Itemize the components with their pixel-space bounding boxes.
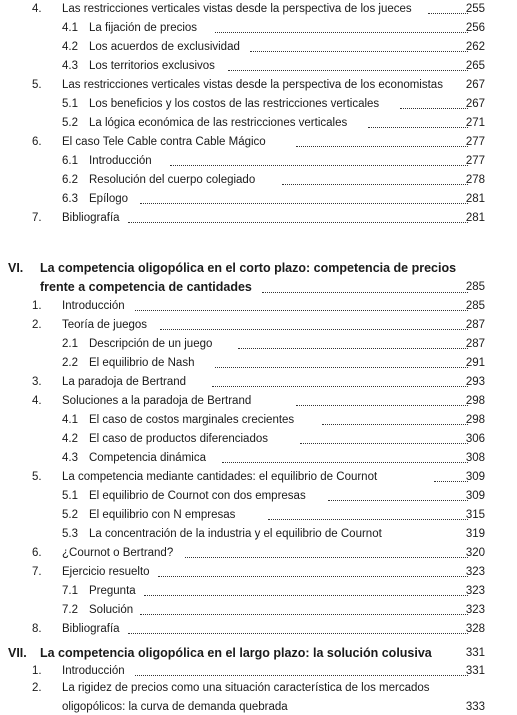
toc-entry: [0, 394, 517, 409]
entry-number: 2.2: [62, 357, 78, 369]
toc-entry: [0, 154, 517, 169]
entry-page: 287: [465, 338, 485, 350]
entry-number: 7.: [32, 566, 42, 578]
toc-entry: [0, 116, 517, 131]
entry-title: El equilibrio con N empresas: [89, 509, 236, 521]
dot-leader: [135, 673, 468, 676]
entry-title: La fijación de precios: [89, 22, 198, 34]
dot-leader: [128, 220, 468, 223]
entry-title: El caso de productos diferenciados: [89, 433, 268, 445]
entry-number: 7.2: [62, 604, 78, 616]
entry-page: 285: [465, 300, 485, 312]
dot-leader: [434, 479, 468, 482]
entry-title: Competencia dinámica: [89, 452, 206, 464]
entry-title: Las restricciones verticales vistas desde la perspectiva de los jueces: [62, 3, 412, 15]
toc-entry: [0, 211, 517, 226]
dot-leader: [185, 555, 468, 558]
toc-entry: [0, 375, 517, 390]
entry-page: 333: [465, 701, 485, 713]
entry-number: 4.: [32, 395, 42, 407]
dot-leader: [158, 574, 468, 577]
toc-entry: [0, 451, 517, 466]
dot-leader: [296, 144, 468, 147]
dot-leader: [215, 365, 468, 368]
toc-entry: [0, 299, 517, 314]
toc-entry: [0, 622, 517, 637]
entry-page: 308: [465, 452, 485, 464]
entry-title: Descripción de un juego: [89, 338, 213, 350]
entry-title: Los beneficios y los costos de las restricciones verticales: [89, 98, 380, 110]
entry-number: 6.: [32, 547, 42, 559]
entry-title: La paradoja de Bertrand: [62, 376, 187, 388]
toc-entry: [0, 21, 517, 36]
entry-number: 1.: [32, 665, 42, 677]
entry-title: El caso Tele Cable contra Cable Mágico: [62, 136, 266, 148]
entry-page: 255: [465, 3, 485, 15]
entry-page: 298: [465, 414, 485, 426]
entry-number: 6.2: [62, 174, 78, 186]
entry-title: La lógica económica de las restricciones verticales: [89, 117, 348, 129]
entry-page: 277: [465, 136, 485, 148]
entry-title: Epílogo: [89, 193, 129, 205]
entry-number: 4.: [32, 3, 42, 15]
entry-number: 2.: [32, 682, 42, 694]
entry-page: 281: [465, 212, 485, 224]
toc-entry: [0, 135, 517, 150]
entry-number: 4.1: [62, 414, 78, 426]
toc-entry: [0, 584, 517, 599]
entry-page: 267: [465, 98, 485, 110]
dot-leader: [128, 631, 468, 634]
chapter-heading: [0, 646, 517, 661]
toc-entry: [0, 318, 517, 333]
dot-leader: [400, 106, 468, 109]
entry-number: 2.1: [62, 338, 78, 350]
entry-number: 1.: [32, 300, 42, 312]
chapter-heading: [0, 260, 517, 296]
entry-page: 328: [465, 623, 485, 635]
entry-number: 4.2: [62, 41, 78, 53]
dot-leader: [262, 290, 468, 293]
entry-page: 291: [465, 357, 485, 369]
toc-entry: [0, 489, 517, 504]
toc-entry: [0, 603, 517, 618]
entry-page: 323: [465, 604, 485, 616]
entry-number: 5.2: [62, 117, 78, 129]
dot-leader: [215, 30, 468, 33]
dot-leader: [322, 422, 468, 425]
entry-number: 5.3: [62, 528, 78, 540]
entry-page: 331: [465, 665, 485, 677]
entry-title: La concentración de la industria y el equilibrio de Cournot: [89, 528, 382, 540]
entry-number: 4.3: [62, 452, 78, 464]
toc-entry: [0, 664, 517, 679]
entry-page: 306: [465, 433, 485, 445]
dot-leader: [268, 517, 468, 520]
entry-title: Introducción: [62, 300, 125, 312]
entry-page: 309: [465, 490, 485, 502]
toc-entry: [0, 337, 517, 352]
entry-page: 315: [465, 509, 485, 521]
entry-title: El equilibrio de Cournot con dos empresas: [89, 490, 306, 502]
toc-entry: [0, 78, 517, 93]
dot-leader: [140, 612, 468, 615]
dot-leader: [300, 441, 468, 444]
dot-leader: [296, 403, 468, 406]
toc-entry: [0, 508, 517, 523]
dot-leader: [428, 11, 468, 14]
toc-entry: [0, 565, 517, 580]
entry-title: Los acuerdos de exclusividad: [89, 41, 240, 53]
entry-page: 271: [465, 117, 485, 129]
toc-entry: [0, 192, 517, 207]
entry-number: 3.: [32, 376, 42, 388]
entry-number: 6.3: [62, 193, 78, 205]
entry-page: 278: [465, 174, 485, 186]
entry-page: 298: [465, 395, 485, 407]
entry-title: Bibliografía: [62, 212, 120, 224]
dot-leader: [144, 593, 468, 596]
toc-entry: [0, 97, 517, 112]
entry-title: Introducción: [89, 155, 152, 167]
dot-leader: [282, 182, 468, 185]
dot-leader: [222, 460, 468, 463]
dot-leader: [238, 346, 468, 349]
entry-title: Resolución del cuerpo colegiado: [89, 174, 256, 186]
entry-page: 323: [465, 566, 485, 578]
toc-entry: [0, 413, 517, 428]
entry-title: Las restricciones verticales vistas desde la perspectiva de los economistas: [62, 79, 443, 91]
entry-page: 293: [465, 376, 485, 388]
entry-title: El equilibrio de Nash: [89, 357, 195, 369]
entry-title: Pregunta: [89, 585, 136, 597]
entry-title: Ejercicio resuelto: [62, 566, 150, 578]
toc-entry: [0, 546, 517, 561]
dot-leader: [160, 327, 468, 330]
chapter-title-line1: La competencia oligopólica en el corto plazo: competencia de precios: [40, 261, 457, 275]
chapter-number: VII.: [8, 646, 27, 660]
entry-number: 5.: [32, 79, 42, 91]
entry-page: 277: [465, 155, 485, 167]
toc-entry: [0, 40, 517, 55]
entry-title: Bibliografía: [62, 623, 120, 635]
entry-page: 309: [465, 471, 485, 483]
toc-entry: [0, 470, 517, 485]
dot-leader: [212, 384, 468, 387]
dot-leader: [368, 125, 468, 128]
chapter-page: 285: [465, 281, 485, 293]
dot-leader: [328, 498, 468, 501]
dot-leader: [250, 49, 468, 52]
toc-entry: [0, 173, 517, 188]
entry-title: Soluciones a la paradoja de Bertrand: [62, 395, 252, 407]
entry-page: 267: [465, 79, 485, 91]
toc-entry: [0, 527, 517, 542]
entry-page: 281: [465, 193, 485, 205]
chapter-title: La competencia oligopólica en el largo plazo: la solución colusiva: [40, 646, 432, 660]
entry-number: 4.2: [62, 433, 78, 445]
entry-title-line2: oligopólicos: la curva de demanda quebrada: [62, 701, 288, 713]
entry-number: 8.: [32, 623, 42, 635]
dot-leader: [135, 308, 468, 311]
entry-title: Introducción: [62, 665, 125, 677]
entry-title: ¿Cournot o Bertrand?: [62, 547, 174, 559]
toc-entry: [0, 59, 517, 74]
dot-leader: [228, 68, 468, 71]
entry-number: 7.: [32, 212, 42, 224]
entry-page: 287: [465, 319, 485, 331]
toc-entry: [0, 356, 517, 371]
entry-title: Solución: [89, 604, 134, 616]
entry-number: 7.1: [62, 585, 78, 597]
entry-title: Teoría de juegos: [62, 319, 148, 331]
chapter-page: 331: [465, 647, 485, 659]
chapter-title-line2: frente a competencia de cantidades: [40, 280, 252, 294]
entry-number: 5.1: [62, 490, 78, 502]
entry-page: 262: [465, 41, 485, 53]
toc-entry: [0, 432, 517, 447]
entry-number: 4.1: [62, 22, 78, 34]
entry-number: 2.: [32, 319, 42, 331]
entry-number: 4.3: [62, 60, 78, 72]
entry-title-line1: La rigidez de precios como una situación característica de los mercados: [62, 682, 430, 694]
entry-number: 5.2: [62, 509, 78, 521]
entry-number: 6.1: [62, 155, 78, 167]
entry-number: 6.: [32, 136, 42, 148]
dot-leader: [140, 201, 468, 204]
entry-page: 319: [465, 528, 485, 540]
entry-page: 265: [465, 60, 485, 72]
entry-title: La competencia mediante cantidades: el equilibrio de Cournot: [62, 471, 378, 483]
entry-title: Los territorios exclusivos: [89, 60, 215, 72]
entry-page: 256: [465, 22, 485, 34]
dot-leader: [170, 163, 468, 166]
entry-number: 5.1: [62, 98, 78, 110]
entry-number: 5.: [32, 471, 42, 483]
toc-entry: [0, 2, 517, 17]
entry-page: 320: [465, 547, 485, 559]
entry-page: 323: [465, 585, 485, 597]
entry-title: El caso de costos marginales crecientes: [89, 414, 295, 426]
chapter-number: VI.: [8, 261, 24, 275]
